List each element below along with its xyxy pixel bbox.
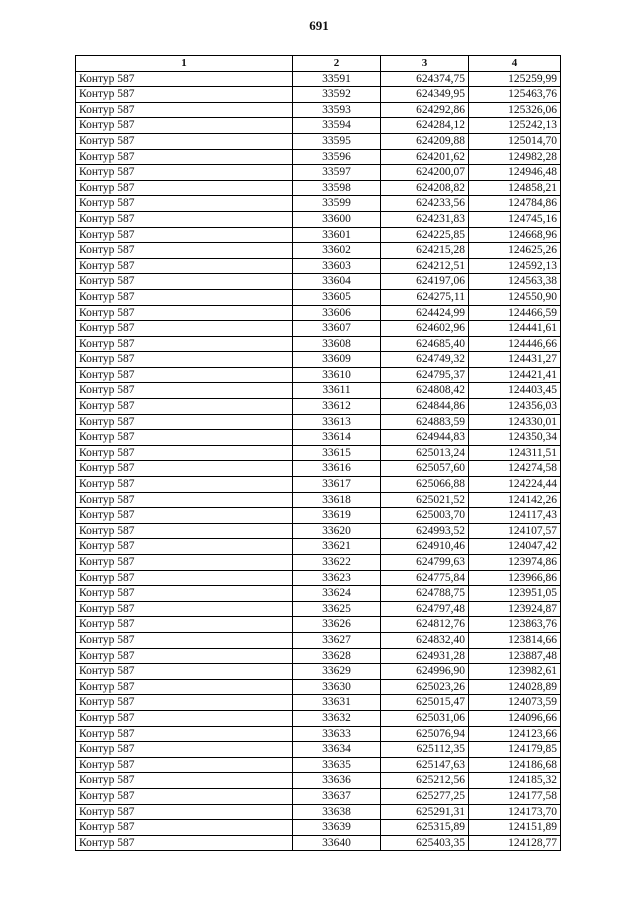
column-header-4: 4: [469, 56, 561, 72]
x-coordinate-cell: 625212,56: [381, 773, 469, 789]
table-row: [76, 632, 561, 648]
y-coordinate-cell: 124550,90: [469, 289, 561, 305]
y-coordinate-cell: 124668,96: [469, 227, 561, 243]
point-number-cell: 33623: [293, 570, 381, 586]
y-coordinate-cell: 124186,68: [469, 757, 561, 773]
table-row: [76, 788, 561, 804]
table-row: [76, 367, 561, 383]
y-coordinate-cell: 123966,86: [469, 570, 561, 586]
contour-name-cell: Контур 587: [76, 305, 293, 321]
x-coordinate-cell: 624424,99: [381, 305, 469, 321]
contour-name-cell: Контур 587: [76, 243, 293, 259]
y-coordinate-cell: 123982,61: [469, 664, 561, 680]
table-row: [76, 102, 561, 118]
contour-name-cell: Контур 587: [76, 648, 293, 664]
contour-name-cell: Контур 587: [76, 399, 293, 415]
point-number-cell: 33607: [293, 321, 381, 337]
y-coordinate-cell: 124096,66: [469, 710, 561, 726]
table-row: [76, 227, 561, 243]
point-number-cell: 33634: [293, 742, 381, 758]
point-number-cell: 33619: [293, 508, 381, 524]
x-coordinate-cell: 624197,06: [381, 274, 469, 290]
table-row: [76, 414, 561, 430]
contour-name-cell: Контур 587: [76, 102, 293, 118]
x-coordinate-cell: 625023,26: [381, 679, 469, 695]
y-coordinate-cell: 125259,99: [469, 71, 561, 87]
table-row: [76, 477, 561, 493]
point-number-cell: 33604: [293, 274, 381, 290]
y-coordinate-cell: 124466,59: [469, 305, 561, 321]
y-coordinate-cell: 124356,03: [469, 399, 561, 415]
y-coordinate-cell: 124745,16: [469, 211, 561, 227]
point-number-cell: 33636: [293, 773, 381, 789]
x-coordinate-cell: 624215,28: [381, 243, 469, 259]
table-row: [76, 196, 561, 212]
point-number-cell: 33625: [293, 601, 381, 617]
x-coordinate-cell: 624931,28: [381, 648, 469, 664]
point-number-cell: 33610: [293, 367, 381, 383]
x-coordinate-cell: 625076,94: [381, 726, 469, 742]
x-coordinate-cell: 624749,32: [381, 352, 469, 368]
point-number-cell: 33630: [293, 679, 381, 695]
table-row: [76, 508, 561, 524]
x-coordinate-cell: 624799,63: [381, 555, 469, 571]
table-row: [76, 757, 561, 773]
x-coordinate-cell: 624284,12: [381, 118, 469, 134]
x-coordinate-cell: 624883,59: [381, 414, 469, 430]
contour-name-cell: Контур 587: [76, 133, 293, 149]
point-number-cell: 33594: [293, 118, 381, 134]
y-coordinate-cell: 124421,41: [469, 367, 561, 383]
point-number-cell: 33637: [293, 788, 381, 804]
x-coordinate-cell: 624795,37: [381, 367, 469, 383]
contour-name-cell: Контур 587: [76, 367, 293, 383]
contour-name-cell: Контур 587: [76, 835, 293, 851]
y-coordinate-cell: 123814,66: [469, 632, 561, 648]
point-number-cell: 33616: [293, 461, 381, 477]
y-coordinate-cell: 124151,89: [469, 820, 561, 836]
x-coordinate-cell: 624910,46: [381, 539, 469, 555]
y-coordinate-cell: 124173,70: [469, 804, 561, 820]
x-coordinate-cell: 624944,83: [381, 430, 469, 446]
y-coordinate-cell: 124403,45: [469, 383, 561, 399]
contour-name-cell: Контур 587: [76, 321, 293, 337]
y-coordinate-cell: 124592,13: [469, 258, 561, 274]
table-row: [76, 570, 561, 586]
contour-name-cell: Контур 587: [76, 71, 293, 87]
table-body: [76, 71, 561, 851]
point-number-cell: 33592: [293, 87, 381, 103]
point-number-cell: 33639: [293, 820, 381, 836]
y-coordinate-cell: 123951,05: [469, 586, 561, 602]
x-coordinate-cell: 624844,86: [381, 399, 469, 415]
table-row: [76, 180, 561, 196]
point-number-cell: 33626: [293, 617, 381, 633]
header-row: [76, 56, 561, 72]
y-coordinate-cell: 123924,87: [469, 601, 561, 617]
contour-name-cell: Контур 587: [76, 414, 293, 430]
contour-name-cell: Контур 587: [76, 695, 293, 711]
y-coordinate-cell: 125326,06: [469, 102, 561, 118]
point-number-cell: 33609: [293, 352, 381, 368]
point-number-cell: 33640: [293, 835, 381, 851]
contour-name-cell: Контур 587: [76, 726, 293, 742]
x-coordinate-cell: 624685,40: [381, 336, 469, 352]
table-row: [76, 820, 561, 836]
table-row: [76, 835, 561, 851]
table-row: [76, 87, 561, 103]
point-number-cell: 33635: [293, 757, 381, 773]
contour-name-cell: Контур 587: [76, 586, 293, 602]
table-row: [76, 726, 561, 742]
point-number-cell: 33608: [293, 336, 381, 352]
point-number-cell: 33605: [293, 289, 381, 305]
contour-name-cell: Контур 587: [76, 710, 293, 726]
point-number-cell: 33618: [293, 492, 381, 508]
x-coordinate-cell: 624812,76: [381, 617, 469, 633]
y-coordinate-cell: 124123,66: [469, 726, 561, 742]
point-number-cell: 33632: [293, 710, 381, 726]
table-row: [76, 804, 561, 820]
point-number-cell: 33596: [293, 149, 381, 165]
x-coordinate-cell: 624275,11: [381, 289, 469, 305]
x-coordinate-cell: 624208,82: [381, 180, 469, 196]
contour-name-cell: Контур 587: [76, 788, 293, 804]
table-row: [76, 430, 561, 446]
y-coordinate-cell: 124858,21: [469, 180, 561, 196]
table-row: [76, 133, 561, 149]
contour-name-cell: Контур 587: [76, 336, 293, 352]
point-number-cell: 33606: [293, 305, 381, 321]
y-coordinate-cell: 124107,57: [469, 523, 561, 539]
contour-name-cell: Контур 587: [76, 679, 293, 695]
point-number-cell: 33631: [293, 695, 381, 711]
table-row: [76, 601, 561, 617]
y-coordinate-cell: 125242,13: [469, 118, 561, 134]
x-coordinate-cell: 624996,90: [381, 664, 469, 680]
table-row: [76, 305, 561, 321]
contour-name-cell: Контур 587: [76, 445, 293, 461]
point-number-cell: 33613: [293, 414, 381, 430]
table-row: [76, 258, 561, 274]
point-number-cell: 33629: [293, 664, 381, 680]
contour-name-cell: Контур 587: [76, 258, 293, 274]
table-row: [76, 461, 561, 477]
column-header-1: 1: [76, 56, 293, 72]
point-number-cell: 33620: [293, 523, 381, 539]
table-row: [76, 695, 561, 711]
point-number-cell: 33627: [293, 632, 381, 648]
point-number-cell: 33638: [293, 804, 381, 820]
y-coordinate-cell: 124028,89: [469, 679, 561, 695]
x-coordinate-cell: 624993,52: [381, 523, 469, 539]
table-row: [76, 399, 561, 415]
table-row: [76, 71, 561, 87]
table-row: [76, 555, 561, 571]
y-coordinate-cell: 123887,48: [469, 648, 561, 664]
contour-name-cell: Контур 587: [76, 664, 293, 680]
point-number-cell: 33603: [293, 258, 381, 274]
point-number-cell: 33628: [293, 648, 381, 664]
y-coordinate-cell: 124274,58: [469, 461, 561, 477]
table-row: [76, 586, 561, 602]
point-number-cell: 33633: [293, 726, 381, 742]
x-coordinate-cell: 624797,48: [381, 601, 469, 617]
contour-name-cell: Контур 587: [76, 570, 293, 586]
y-coordinate-cell: 124177,58: [469, 788, 561, 804]
table-row: [76, 321, 561, 337]
contour-name-cell: Контур 587: [76, 539, 293, 555]
x-coordinate-cell: 625031,06: [381, 710, 469, 726]
x-coordinate-cell: 624233,56: [381, 196, 469, 212]
y-coordinate-cell: 124073,59: [469, 695, 561, 711]
point-number-cell: 33602: [293, 243, 381, 259]
table-row: [76, 445, 561, 461]
table-row: [76, 679, 561, 695]
contour-name-cell: Контур 587: [76, 773, 293, 789]
contour-name-cell: Контур 587: [76, 383, 293, 399]
point-number-cell: 33591: [293, 71, 381, 87]
table-row: [76, 648, 561, 664]
contour-name-cell: Контур 587: [76, 430, 293, 446]
page-number: 691: [309, 18, 329, 33]
y-coordinate-cell: 124047,42: [469, 539, 561, 555]
point-number-cell: 33611: [293, 383, 381, 399]
point-number-cell: 33601: [293, 227, 381, 243]
y-coordinate-cell: 124946,48: [469, 165, 561, 181]
x-coordinate-cell: 625021,52: [381, 492, 469, 508]
x-coordinate-cell: 624808,42: [381, 383, 469, 399]
contour-name-cell: Контур 587: [76, 227, 293, 243]
y-coordinate-cell: 124625,26: [469, 243, 561, 259]
point-number-cell: 33600: [293, 211, 381, 227]
x-coordinate-cell: 625003,70: [381, 508, 469, 524]
x-coordinate-cell: 624292,86: [381, 102, 469, 118]
y-coordinate-cell: 123863,76: [469, 617, 561, 633]
table-row: [76, 289, 561, 305]
x-coordinate-cell: 625315,89: [381, 820, 469, 836]
point-number-cell: 33615: [293, 445, 381, 461]
y-coordinate-cell: 124563,38: [469, 274, 561, 290]
point-number-cell: 33621: [293, 539, 381, 555]
contour-name-cell: Контур 587: [76, 289, 293, 305]
table-row: [76, 617, 561, 633]
y-coordinate-cell: 125014,70: [469, 133, 561, 149]
x-coordinate-cell: 625066,88: [381, 477, 469, 493]
contour-name-cell: Контур 587: [76, 87, 293, 103]
contour-name-cell: Контур 587: [76, 274, 293, 290]
contour-name-cell: Контур 587: [76, 804, 293, 820]
contour-name-cell: Контур 587: [76, 196, 293, 212]
table-row: [76, 165, 561, 181]
x-coordinate-cell: 625057,60: [381, 461, 469, 477]
y-coordinate-cell: 124784,86: [469, 196, 561, 212]
contour-name-cell: Контур 587: [76, 149, 293, 165]
x-coordinate-cell: 625112,35: [381, 742, 469, 758]
x-coordinate-cell: 624225,85: [381, 227, 469, 243]
y-coordinate-cell: 124311,51: [469, 445, 561, 461]
x-coordinate-cell: 624231,83: [381, 211, 469, 227]
table-row: [76, 118, 561, 134]
x-coordinate-cell: 625403,35: [381, 835, 469, 851]
point-number-cell: 33593: [293, 102, 381, 118]
x-coordinate-cell: 624349,95: [381, 87, 469, 103]
column-header-3: 3: [381, 56, 469, 72]
contour-name-cell: Контур 587: [76, 757, 293, 773]
contour-name-cell: Контур 587: [76, 617, 293, 633]
x-coordinate-cell: 624788,75: [381, 586, 469, 602]
x-coordinate-cell: 624602,96: [381, 321, 469, 337]
contour-name-cell: Контур 587: [76, 555, 293, 571]
point-number-cell: 33622: [293, 555, 381, 571]
y-coordinate-cell: 124330,01: [469, 414, 561, 430]
point-number-cell: 33617: [293, 477, 381, 493]
point-number-cell: 33595: [293, 133, 381, 149]
contour-name-cell: Контур 587: [76, 492, 293, 508]
y-coordinate-cell: 124142,26: [469, 492, 561, 508]
contour-name-cell: Контур 587: [76, 820, 293, 836]
contour-name-cell: Контур 587: [76, 632, 293, 648]
table-row: [76, 383, 561, 399]
table-row: [76, 243, 561, 259]
contour-name-cell: Контур 587: [76, 461, 293, 477]
contour-name-cell: Контур 587: [76, 742, 293, 758]
x-coordinate-cell: 624200,07: [381, 165, 469, 181]
x-coordinate-cell: 625277,25: [381, 788, 469, 804]
contour-name-cell: Контур 587: [76, 118, 293, 134]
point-number-cell: 33598: [293, 180, 381, 196]
contour-name-cell: Контур 587: [76, 211, 293, 227]
point-number-cell: 33597: [293, 165, 381, 181]
y-coordinate-cell: 124431,27: [469, 352, 561, 368]
y-coordinate-cell: 123974,86: [469, 555, 561, 571]
table-row: [76, 523, 561, 539]
y-coordinate-cell: 124446,66: [469, 336, 561, 352]
point-number-cell: 33599: [293, 196, 381, 212]
point-number-cell: 33612: [293, 399, 381, 415]
table-row: [76, 336, 561, 352]
x-coordinate-cell: 624374,75: [381, 71, 469, 87]
y-coordinate-cell: 124982,28: [469, 149, 561, 165]
contour-name-cell: Контур 587: [76, 601, 293, 617]
table-row: [76, 742, 561, 758]
contour-name-cell: Контур 587: [76, 352, 293, 368]
table-row: [76, 664, 561, 680]
table-row: [76, 539, 561, 555]
coordinates-table: [75, 55, 561, 851]
x-coordinate-cell: 624775,84: [381, 570, 469, 586]
contour-name-cell: Контур 587: [76, 477, 293, 493]
x-coordinate-cell: 624201,62: [381, 149, 469, 165]
x-coordinate-cell: 625015,47: [381, 695, 469, 711]
point-number-cell: 33614: [293, 430, 381, 446]
column-header-2: 2: [293, 56, 381, 72]
table-row: [76, 773, 561, 789]
table-row: [76, 211, 561, 227]
y-coordinate-cell: 124185,32: [469, 773, 561, 789]
contour-name-cell: Контур 587: [76, 523, 293, 539]
x-coordinate-cell: 624212,51: [381, 258, 469, 274]
y-coordinate-cell: 124441,61: [469, 321, 561, 337]
y-coordinate-cell: 124117,43: [469, 508, 561, 524]
y-coordinate-cell: 124350,34: [469, 430, 561, 446]
table-row: [76, 492, 561, 508]
y-coordinate-cell: 124128,77: [469, 835, 561, 851]
y-coordinate-cell: 124224,44: [469, 477, 561, 493]
y-coordinate-cell: 124179,85: [469, 742, 561, 758]
y-coordinate-cell: 125463,76: [469, 87, 561, 103]
x-coordinate-cell: 624832,40: [381, 632, 469, 648]
table-row: [76, 352, 561, 368]
contour-name-cell: Контур 587: [76, 180, 293, 196]
x-coordinate-cell: 625147,63: [381, 757, 469, 773]
table-row: [76, 274, 561, 290]
table-row: [76, 710, 561, 726]
x-coordinate-cell: 624209,88: [381, 133, 469, 149]
point-number-cell: 33624: [293, 586, 381, 602]
x-coordinate-cell: 625291,31: [381, 804, 469, 820]
table-row: [76, 149, 561, 165]
contour-name-cell: Контур 587: [76, 508, 293, 524]
x-coordinate-cell: 625013,24: [381, 445, 469, 461]
contour-name-cell: Контур 587: [76, 165, 293, 181]
